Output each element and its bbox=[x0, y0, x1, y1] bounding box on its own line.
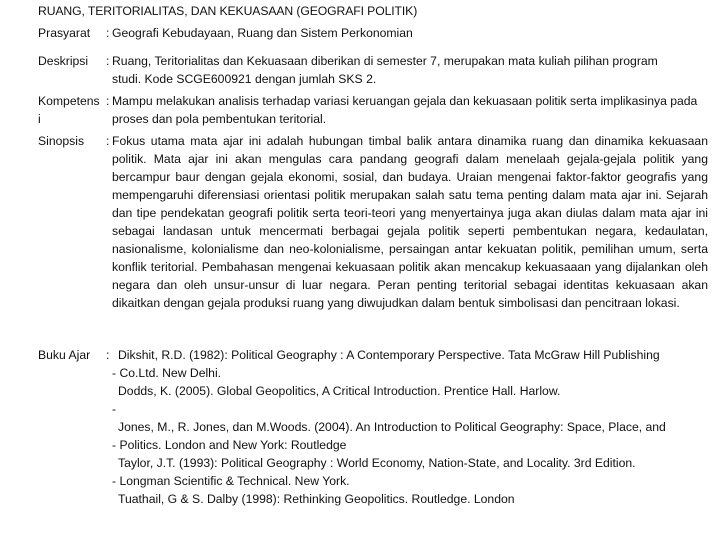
field-label-prasyarat: Prasyarat bbox=[38, 26, 91, 40]
field-buku-ajar bbox=[38, 346, 708, 508]
field-text-kompetensi: Mampu melakukan analisis terhadap variasi keruangan gejala dan kekuasaan politik serta implikasinya pada proses dan pola pembentukan teritorial. bbox=[112, 94, 698, 126]
field-deskripsi bbox=[38, 52, 708, 88]
book-citation: Taylor, J.T. (1993): Political Geography : World Economy, Nation-State, and Locality. 3rd Edition. bbox=[118, 456, 636, 470]
book-item bbox=[112, 454, 708, 490]
book-item bbox=[112, 382, 708, 418]
field-text-prasyarat: Geografi Kebudayaan, Ruang dan Sistem Perkonomian bbox=[112, 26, 413, 40]
field-text-deskripsi: Ruang, Teritorialitas dan Kekuasaan diberikan di semester 7, merupakan mata kuliah pilihan program studi. Kode SCGE600921 dengan jumlah SKS 2. bbox=[112, 54, 658, 86]
book-citation: Dodds, K. (2005). Global Geopolitics, A Critical Introduction. Prentice Hall. Harlow. bbox=[118, 384, 561, 398]
colon: : bbox=[106, 54, 110, 68]
colon: : bbox=[106, 134, 110, 148]
book-continuation: - Longman Scientific & Technical. New York. bbox=[112, 474, 350, 488]
book-item bbox=[112, 418, 708, 454]
colon: : bbox=[106, 348, 110, 362]
field-sinopsis bbox=[38, 132, 708, 312]
book-citation: Dikshit, R.D. (1982): Political Geography : A Contemporary Perspective. Tata McGraw Hill Publishing bbox=[118, 348, 660, 362]
field-label-kompetensi: Kompetensi bbox=[38, 94, 100, 126]
field-prasyarat bbox=[38, 24, 708, 42]
field-label-buku-ajar: Buku Ajar bbox=[38, 348, 91, 362]
colon: : bbox=[106, 26, 110, 40]
field-label-sinopsis: Sinopsis bbox=[38, 134, 85, 148]
book-continuation: - bbox=[112, 402, 117, 416]
field-kompetensi bbox=[38, 92, 708, 128]
book-citation: Jones, M., R. Jones, dan M.Woods. (2004). An Introduction to Political Geography: Space, Place, and bbox=[118, 420, 666, 434]
field-label-deskripsi: Deskripsi bbox=[38, 54, 89, 68]
book-item bbox=[112, 346, 708, 382]
book-list bbox=[112, 346, 708, 508]
book-citation: Tuathail, G & S. Dalby (1998): Rethinking Geopolitics. Routledge. London bbox=[118, 492, 515, 506]
page-title: RUANG, TERITORIALITAS, DAN KEKUASAAN (GEOGRAFI POLITIK) bbox=[38, 4, 418, 18]
colon: : bbox=[106, 94, 110, 108]
book-continuation: - Co.Ltd. New Delhi. bbox=[112, 366, 222, 380]
book-item bbox=[112, 490, 708, 508]
book-continuation: - Politics. London and New York: Routledge bbox=[112, 438, 347, 452]
field-text-sinopsis: Fokus utama mata ajar ini adalah hubungan timbal balik antara dinamika ruang dan dinamika kekuasaan politik. Mata ajar ini akan mengulas cara pandang geografi dalam menelaah gejala-gejala politik yang bercampur baur dengan gejala ekonomi, sosial, dan budaya. Uraian mengenai faktor-faktor geografis yang mempengaruhi diferensiasi orientasi politik merupakan salah satu tema penting dalam mata ajar ini. Sejarah dan tipe pendekatan geografi politik serta teori-teori yang menyertainya juga akan diulas dalam mata ajar ini sebagai landasan untuk mencermati berbagai gejala politik seperti pembentukan negara, kedaulatan, nasionalisme, kolonialisme dan neo-kolonialisme, persaingan antar kekuatan politik, pemilihan umum, serta konflik teritorial. Pembahasan mengenai kekuasaan politik akan mencakup kekuasaaan yang dijalankan oleh negara dan oleh unsur-unsur di luar negara. Peran penting teritorial sebagai identitas kekuasaan akan dikaitkan dengan gejala produksi ruang yang diwujudkan dalam bentuk simbolisasi dan pencitraan lokasi. bbox=[112, 134, 708, 310]
